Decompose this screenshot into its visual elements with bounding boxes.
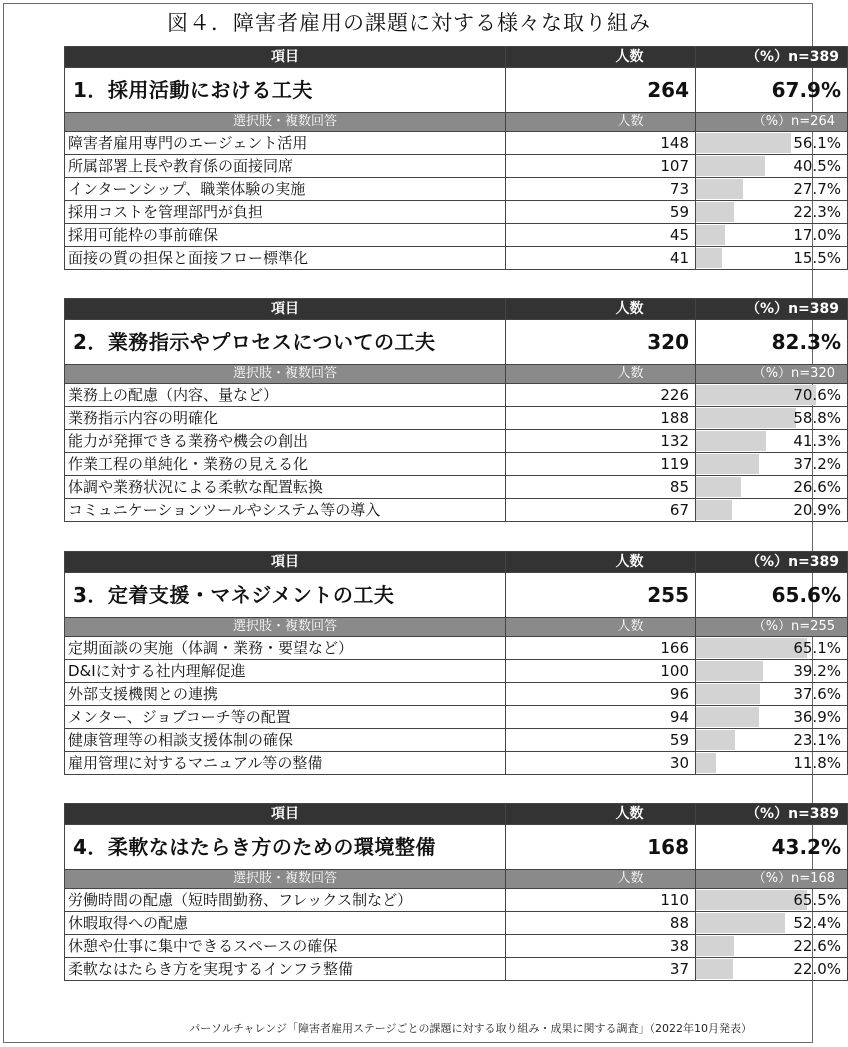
subheader-count-cell: 人数 [506,870,696,889]
table-row [65,384,848,407]
summary-row [65,68,848,113]
row-pct-cell [696,132,848,155]
table-row [65,935,848,958]
row-pct-value: 23.1% [793,731,841,749]
row-count: 119 [506,453,696,476]
row-pct-cell [696,384,848,407]
pct-bar [696,454,759,474]
row-count: 85 [506,476,696,499]
subheader-count-cell: 人数 [506,113,696,132]
pct-bar [696,661,763,681]
row-count: 94 [506,706,696,729]
table-row [65,453,848,476]
row-pct-value: 37.2% [793,455,841,473]
row-pct-value: 26.6% [793,478,841,496]
section-title: 3．定着支援・マネジメントの工夫 [65,573,506,618]
table-row [65,889,848,912]
figure-title: 図４．障害者雇用の課題に対する様々な取り組み [167,11,651,35]
row-label: 休暇取得への配慮 [65,912,506,935]
summary-row [65,320,848,365]
row-pct-value: 22.0% [793,960,841,978]
section-pct: 43.2% [696,825,848,870]
row-pct-cell [696,729,848,752]
table-row [65,912,848,935]
row-count: 73 [506,178,696,201]
header-item-cell: 項目 [65,299,506,320]
subheader-pct-cell: （%）n=320 [696,365,848,384]
section-count: 264 [506,68,696,113]
row-label: 採用コストを管理部門が負担 [65,201,506,224]
row-pct-cell [696,637,848,660]
row-label: メンター、ジョブコーチ等の配置 [65,706,506,729]
subheader-item-cell: 選択肢・複数回答 [65,365,506,384]
row-count: 110 [506,889,696,912]
row-label: 面接の質の担保と面接フロー標準化 [65,247,506,270]
section-3 [64,551,841,775]
row-pct-cell [696,155,848,178]
row-count: 88 [506,912,696,935]
subheader-count-cell: 人数 [506,618,696,637]
section-1 [64,46,841,270]
row-pct-value: 17.0% [793,226,841,244]
section-table [64,298,848,522]
subheader-pct-cell: （%）n=168 [696,870,848,889]
header-pct-cell: （%）n=389 [696,552,848,573]
row-label: D&Iに対する社内理解促進 [65,660,506,683]
header-count-cell: 人数 [506,552,696,573]
row-pct-cell [696,201,848,224]
pct-bar [696,408,796,428]
row-count: 226 [506,384,696,407]
row-pct-value: 52.4% [793,914,841,932]
row-pct-value: 58.8% [793,409,841,427]
row-pct-cell [696,224,848,247]
pct-bar [696,638,807,658]
header-count-cell: 人数 [506,47,696,68]
row-count: 67 [506,499,696,522]
row-count: 30 [506,752,696,775]
row-pct-value: 65.5% [793,891,841,909]
subheader-row [65,365,848,384]
row-pct-cell [696,476,848,499]
table-row [65,660,848,683]
section-pct: 67.9% [696,68,848,113]
subheader-row [65,113,848,132]
section-4 [64,803,841,981]
pct-bar [696,477,741,497]
subheader-item-cell: 選択肢・複数回答 [65,870,506,889]
row-pct-cell [696,178,848,201]
pct-bar [696,156,765,176]
table-row [65,706,848,729]
section-title: 1．採用活動における工夫 [65,68,506,113]
row-label: 定期面談の実施（体調・業務・要望など） [65,637,506,660]
table-row [65,499,848,522]
row-pct-cell [696,935,848,958]
pct-bar [696,730,735,750]
row-pct-cell [696,683,848,706]
row-pct-cell [696,912,848,935]
row-label: 健康管理等の相談支援体制の確保 [65,729,506,752]
section-count: 320 [506,320,696,365]
section-pct: 82.3% [696,320,848,365]
row-label: コミュニケーションツールやシステム等の導入 [65,499,506,522]
header-item-cell: 項目 [65,47,506,68]
subheader-pct-cell: （%）n=264 [696,113,848,132]
header-pct-cell: （%）n=389 [696,804,848,825]
row-label: 外部支援機関との連携 [65,683,506,706]
table-row [65,407,848,430]
row-pct-cell [696,499,848,522]
section-table [64,46,848,270]
row-pct-cell [696,660,848,683]
row-pct-value: 56.1% [793,134,841,152]
table-row [65,224,848,247]
row-count: 96 [506,683,696,706]
section-table [64,551,848,775]
pct-bar [696,913,785,933]
section-count: 168 [506,825,696,870]
row-count: 132 [506,430,696,453]
row-pct-value: 20.9% [793,501,841,519]
pct-bar [696,890,807,910]
pct-bar [696,133,791,153]
header-pct-cell: （%）n=389 [696,299,848,320]
table-row [65,155,848,178]
row-label: 労働時間の配慮（短時間勤務、フレックス制など） [65,889,506,912]
pct-bar [696,684,760,704]
row-count: 100 [506,660,696,683]
section-pct: 65.6% [696,573,848,618]
table-row [65,178,848,201]
subheader-row [65,618,848,637]
pct-bar [696,225,725,245]
row-count: 45 [506,224,696,247]
row-label: 柔軟なはたらき方を実現するインフラ整備 [65,958,506,981]
row-label: 能力が発揮できる業務や機会の創出 [65,430,506,453]
pct-bar [696,179,743,199]
table-row [65,430,848,453]
section-2 [64,298,841,522]
summary-row [65,573,848,618]
table-row [65,683,848,706]
row-label: 体調や業務状況による柔軟な配置転換 [65,476,506,499]
row-pct-value: 70.6% [793,386,841,404]
row-pct-cell [696,407,848,430]
subheader-item-cell: 選択肢・複数回答 [65,618,506,637]
row-pct-value: 22.3% [793,203,841,221]
subheader-item-cell: 選択肢・複数回答 [65,113,506,132]
pct-bar [696,959,733,979]
row-label: 業務上の配慮（内容、量など） [65,384,506,407]
summary-row [65,825,848,870]
section-count: 255 [506,573,696,618]
row-label: 作業工程の単純化・業務の見える化 [65,453,506,476]
row-count: 59 [506,729,696,752]
row-label: 所属部署上長や教育係の面接同席 [65,155,506,178]
table-row [65,247,848,270]
row-pct-value: 15.5% [793,249,841,267]
header-row [65,299,848,320]
pct-bar [696,753,716,773]
source-note: パーソルチャレンジ「障害者雇用ステージごとの課題に対する取り組み・成果に関する調査」（2022年10月発表） [189,1022,752,1035]
row-label: 休憩や仕事に集中できるスペースの確保 [65,935,506,958]
row-pct-cell [696,706,848,729]
header-count-cell: 人数 [506,299,696,320]
row-pct-value: 27.7% [793,180,841,198]
pct-bar [696,707,759,727]
table-row [65,637,848,660]
row-pct-value: 41.3% [793,432,841,450]
header-row [65,804,848,825]
row-count: 38 [506,935,696,958]
table-row [65,476,848,499]
row-pct-value: 11.8% [793,754,841,772]
row-pct-value: 36.9% [793,708,841,726]
subheader-row [65,870,848,889]
row-label: 業務指示内容の明確化 [65,407,506,430]
header-count-cell: 人数 [506,804,696,825]
header-pct-cell: （%）n=389 [696,47,848,68]
row-label: 雇用管理に対するマニュアル等の整備 [65,752,506,775]
table-row [65,201,848,224]
row-pct-value: 40.5% [793,157,841,175]
row-pct-value: 22.6% [793,937,841,955]
row-pct-cell [696,958,848,981]
section-title: 4．柔軟なはたらき方のための環境整備 [65,825,506,870]
row-pct-cell [696,889,848,912]
table-row [65,752,848,775]
header-row [65,47,848,68]
subheader-pct-cell: （%）n=255 [696,618,848,637]
section-title: 2．業務指示やプロセスについての工夫 [65,320,506,365]
row-count: 37 [506,958,696,981]
header-item-cell: 項目 [65,552,506,573]
row-pct-value: 39.2% [793,662,841,680]
row-pct-cell [696,430,848,453]
row-pct-value: 37.6% [793,685,841,703]
header-row [65,552,848,573]
header-item-cell: 項目 [65,804,506,825]
row-count: 107 [506,155,696,178]
row-label: 採用可能枠の事前確保 [65,224,506,247]
row-count: 41 [506,247,696,270]
row-pct-cell [696,752,848,775]
row-label: 障害者雇用専門のエージェント活用 [65,132,506,155]
row-count: 59 [506,201,696,224]
row-pct-value: 65.1% [793,639,841,657]
table-row [65,958,848,981]
table-row [65,132,848,155]
table-row [65,729,848,752]
pct-bar [696,500,732,520]
section-table [64,803,848,981]
pct-bar [696,248,722,268]
row-count: 148 [506,132,696,155]
pct-bar [696,431,766,451]
row-label: インターンシップ、職業体験の実施 [65,178,506,201]
pct-bar [696,936,734,956]
row-count: 188 [506,407,696,430]
row-count: 166 [506,637,696,660]
row-pct-cell [696,453,848,476]
subheader-count-cell: 人数 [506,365,696,384]
row-pct-cell [696,247,848,270]
pct-bar [696,202,734,222]
